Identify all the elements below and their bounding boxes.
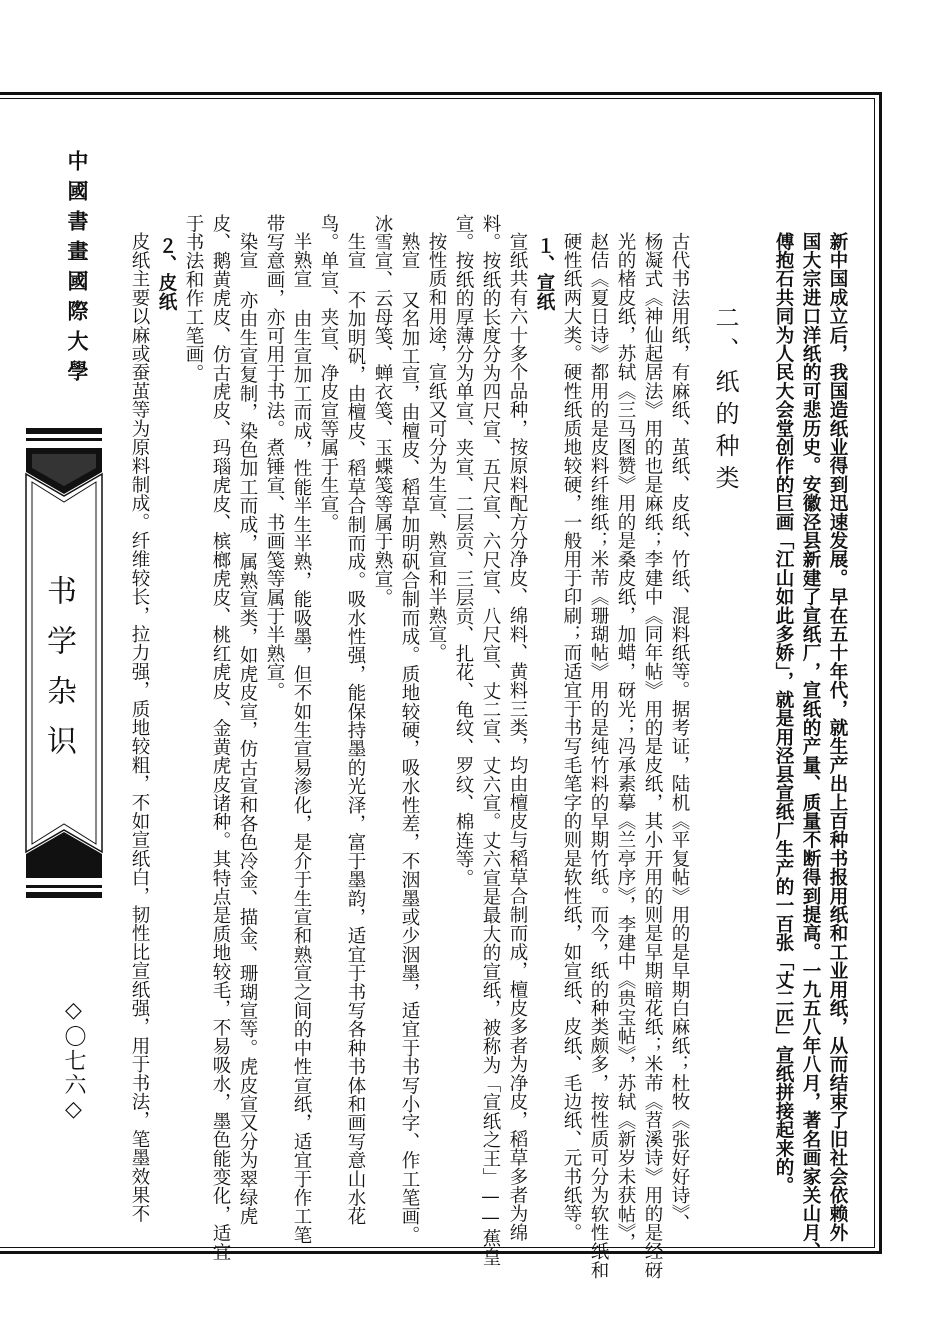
- text-column: 熟宣 又名加工宣，由檀皮、稻草加明矾合制而成。质地较硬，吸水性差，不洇墨或少洇墨，适宜于书写小字、作工笔画。: [399, 232, 420, 1245]
- text-column: 鸟。单宣、夹宣、净皮宣等属于生宣。: [318, 214, 339, 532]
- text-column: 按性质和用途，宣纸又可分为生宣、熟宣和半熟宣。: [426, 232, 447, 663]
- text-column: 皮、鹅黄虎皮、仿古虎皮、玛瑙虎皮、槟榔虎皮、桃红虎皮、金黄虎皮诸种。其特点是质地较毛，不易吸水，墨色能变化，适宜: [210, 214, 231, 1262]
- page-number: ◇〇七六◇: [61, 998, 86, 1124]
- text-column: 新中国成立后，我国造纸业得到迅速发展。早在五十年代，就生产出上百种书报用纸和工业用纸，从而结束了旧社会依赖外: [827, 232, 848, 1242]
- subsection-heading-xuanzhi: １、宣纸: [534, 236, 555, 311]
- text-column: 宣。按纸的厚薄分为单宣、夹宣、二层贡、三层贡、扎花、龟纹、罗纹、棉连等。: [453, 214, 474, 888]
- text-column: 国大宗进口洋纸的可悲历史。安徽泾县新建了宣纸厂，宣纸的产量、质量不断得到提高。一九五八年八月，著名画家关山月、: [800, 232, 821, 1261]
- text-column: 于书法和作工笔画。: [183, 214, 204, 383]
- text-column: 杨凝式《神仙起居法》用的也是麻纸；李建中《同年帖》用的是皮纸，其小开用的则是早期暗花纸；米芾《苕溪诗》用的是经砑: [642, 232, 663, 1280]
- text-column: 硬性纸两大类。硬性纸质地较硬，一般用于印刷；而适宜于书写毛笔字的则是软性纸，如宣纸、皮纸、毛边纸、元书纸等。: [561, 232, 582, 1242]
- text-column: 冰雪宣、云母笺、蝉衣笺、玉蝶笺等属于熟宣。: [372, 214, 393, 607]
- text-column: 料。按纸的长度分为四尺宣、五尺宣、六尺宣、八尺宣、丈二宣、丈六宣。丈六宣是最大的宣纸，被称为「宣纸之王」——蕉皇: [480, 214, 501, 1267]
- text-column: 傅抱石共同为人民大会堂创作的巨画「江山如此多娇」，就是用泾县宣纸厂生产的一百张「丈二匹」宣纸拼接起来的。: [773, 232, 794, 1196]
- text-column: 皮纸主要以麻或蚕茧等为原料制成。纤维较长，拉力强，质地较粗，不如宣纸白，韧性比宣纸强，用于书法，笔墨效果不: [129, 232, 150, 1224]
- subsection-heading-pizhi: ２、皮纸: [156, 236, 177, 311]
- text-column: 生宣 不加明矾，由檀皮、稻草合制而成。吸水性强，能保持墨的光泽，富于墨韵，适宜于书写各种书体和画写意山水花: [345, 232, 366, 1226]
- university-title: 中國書畫國際大學: [65, 150, 90, 390]
- text-column: 半熟宣 由生宣加工而成，性能半生半熟，能吸墨，但不如生宣易渗化，是介于生宣和熟宣之间的中性宣纸，适宜于作工笔: [291, 232, 312, 1245]
- section-heading: 二、纸的种类: [711, 305, 739, 497]
- text-column: 赵佶《夏日诗》都用的是皮料纤维纸；米芾《珊瑚帖》用的是纯竹料的早期竹纸。而今，纸的种类颇多，按性质可分为软性纸和: [588, 232, 609, 1280]
- text-column: 光的楮皮纸，苏轼《三马图赞》用的是桑皮纸，加蜡，砑光；冯承素摹《兰亭序》，李建中《贵宝帖》，苏轼《新岁未获帖》，: [615, 232, 636, 1252]
- text-column: 古代书法用纸，有麻纸、茧纸、皮纸、竹纸、混料纸等。据考证，陆机《平复帖》用的是早期白麻纸；杜牧《张好好诗》、: [669, 232, 690, 1233]
- text-column: 带写意画，亦可用于书法。煮锤宣、书画笺等属于半熟宣。: [264, 214, 285, 701]
- section-label: 书学杂识: [41, 575, 76, 775]
- text-column: 宣纸共有六十多个品种，按原料配方分净皮、绵料、黄料三类，均由檀皮与稻草合制而成，檀皮多者为净皮，稻草多者为绵: [507, 232, 528, 1242]
- text-column: 染宣 亦由生宣复制，染色加工而成，属熟宣类，如虎皮宣，仿古宣和各色冷金、描金、珊瑚宣等。虎皮宣又分为翠绿虎: [237, 232, 258, 1226]
